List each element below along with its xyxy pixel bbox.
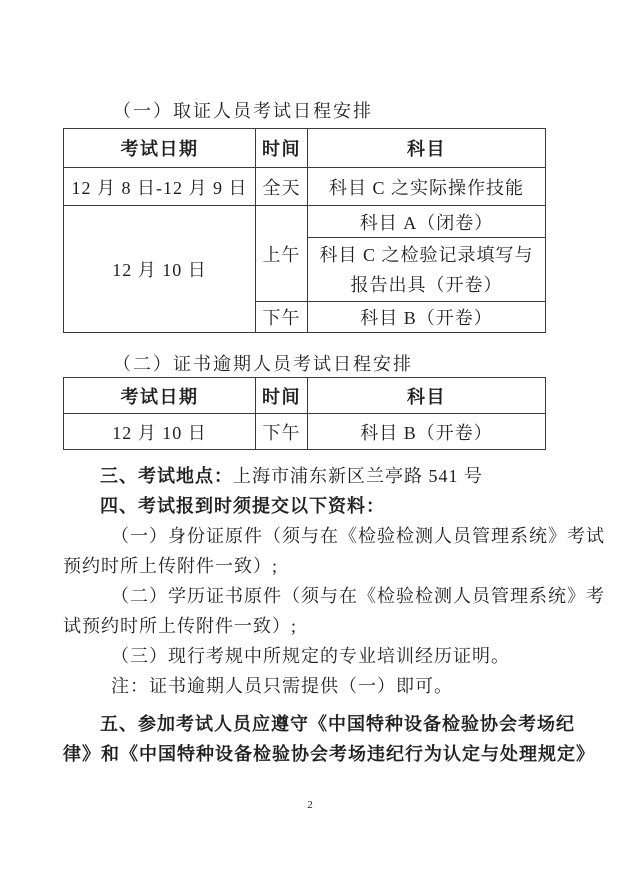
paragraph-rules-line2: 律》和《中国特种设备检验协会考场违纪行为认定与处理规定》 [63, 744, 595, 764]
header-cell-subject: 科目 [308, 129, 546, 168]
page-number: 2 [307, 799, 313, 811]
certification-schedule-table [63, 128, 546, 333]
cell-date-dec10: 12 月 10 日 [64, 206, 256, 333]
overdue-schedule-table [63, 377, 546, 450]
cell-date-dec10: 12 月 10 日 [64, 414, 256, 450]
exam-location-value: 上海市浦东新区兰亭路 541 号 [233, 466, 483, 486]
list-item-id-card-line2: 预约时所上传附件一致）; [63, 556, 278, 576]
list-item-id-card-line1: （一）身份证原件（须与在《检验检测人员管理系统》考试 [111, 526, 605, 546]
paragraph-checkin-materials-heading: 四、考试报到时须提交以下资料： [100, 496, 385, 516]
cell-subject-c-report: 科目 C 之检验记录填写与报告出具（开卷） [308, 238, 546, 302]
header-cell-time: 时间 [256, 129, 308, 168]
cell-time-allday: 全天 [256, 168, 308, 206]
header-cell-time: 时间 [256, 378, 308, 414]
header-cell-subject: 科目 [308, 378, 546, 414]
header-cell-exam-date: 考试日期 [64, 129, 256, 168]
table-row [64, 414, 546, 450]
table-row [64, 206, 546, 238]
table-header-row [64, 378, 546, 414]
paragraph-exam-location [63, 461, 557, 491]
cell-time-afternoon: 下午 [256, 414, 308, 450]
cell-time-afternoon: 下午 [256, 302, 308, 333]
section2-heading: （二）证书逾期人员考试日程安排 [113, 354, 413, 374]
table-row [64, 168, 546, 206]
note-overdue-personnel: 注：证书逾期人员只需提供（一）即可。 [111, 676, 453, 696]
cell-date-dec8-9: 12 月 8 日-12 月 9 日 [64, 168, 256, 206]
header-cell-exam-date: 考试日期 [64, 378, 256, 414]
list-item-diploma-line2: 试预约时所上传附件一致）; [63, 616, 297, 636]
cell-subject-c-practical: 科目 C 之实际操作技能 [308, 168, 546, 206]
paragraph-rules-line1: 五、参加考试人员应遵守《中国特种设备检验协会考场纪 [100, 714, 575, 734]
body-text-block [63, 461, 605, 769]
exam-location-label: 三、考试地点： [100, 466, 233, 486]
cell-time-morning: 上午 [256, 206, 308, 302]
list-item-training-proof: （三）现行考规中所规定的专业培训经历证明。 [111, 646, 510, 666]
cell-subject-b: 科目 B（开卷） [308, 302, 546, 333]
list-item-diploma-line1: （二）学历证书原件（须与在《检验检测人员管理系统》考 [111, 586, 605, 606]
cell-subject-b: 科目 B（开卷） [308, 414, 546, 450]
cell-subject-a: 科目 A（闭卷） [308, 206, 546, 238]
section1-heading: （一）取证人员考试日程安排 [113, 101, 373, 121]
table-header-row [64, 129, 546, 168]
